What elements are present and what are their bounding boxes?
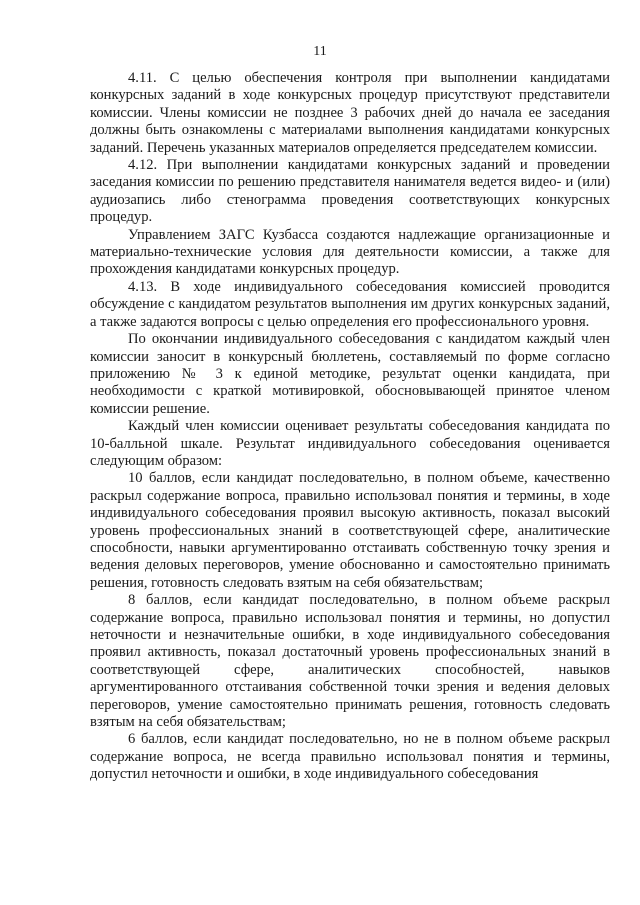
document-body: [90, 70, 610, 784]
paragraph-ballot: По окончании индивидуального собеседования с кандидатом каждый член комиссии заносит в конкурсный бюллетень, составляемый по форме согласно приложению № 3 к единой методике, результат оценки кандидата, при необходимости с краткой мотивировкой, обосновывающей принятое членом комиссии решение.: [90, 331, 610, 417]
paragraph-4-12: 4.12. При выполнении кандидатами конкурсных заданий и проведении заседания комиссии по решению представителя нанимателя ведется видео- и (или) аудиозапись либо стенограмма проведения соответствующих конкурсных процедур.: [90, 157, 610, 226]
paragraph-10-points: 10 баллов, если кандидат последовательно, в полном объеме, качественно раскрыл содержание вопроса, правильно использовал понятия и термины, в ходе индивидуального собеседования проявил высокую активность, показал высокий уровень профессиональных знаний в соответствующей сфере, аналитические способности, навыки аргументированно отстаивать собственную точку зрения и ведения деловых переговоров, умение обоснованно и самостоятельно принимать решения, готовность следовать взятым на себя обязательствам;: [90, 470, 610, 591]
paragraph-zags-conditions: Управлением ЗАГС Кузбасса создаются надлежащие организационные и материально-технические условия для деятельности комиссии, а также для прохождения кандидатами конкурсных процедур.: [90, 226, 610, 278]
paragraph-8-points: 8 баллов, если кандидат последовательно, в полном объеме раскрыл содержание вопроса, правильно использовал понятия и термины, но допустил неточности и незначительные ошибки, в ходе индивидуального собеседования проявил активность, показал достаточный уровень профессиональных знаний в соответствующей сфере, аналитических способностей, навыков аргументированного отстаивания собственной точки зрения и ведения деловых переговоров, умение самостоятельно принимать решения, готовность следовать взятым на себя обязательствам;: [90, 592, 610, 731]
paragraph-scale: Каждый член комиссии оценивает результаты собеседования кандидата по 10-балльной шкале. Результат индивидуального собеседования оценивается следующим образом:: [90, 418, 610, 469]
page-number: 11: [313, 44, 327, 59]
paragraph-4-11: 4.11. С целью обеспечения контроля при выполнении кандидатами конкурсных заданий в ходе конкурсных процедур присутствуют представители комиссии. Члены комиссии не позднее 3 рабочих дней до начала ее заседания должны быть ознакомлены с материалами выполнения кандидатами конкурсных заданий. Перечень указанных материалов определяется председателем комиссии.: [90, 70, 610, 156]
paragraph-6-points: 6 баллов, если кандидат последовательно, но не в полном объеме раскрыл содержание вопроса, не всегда правильно использовал понятия и термины, допустил неточности и ошибки, в ходе индивидуального собеседования: [90, 731, 610, 783]
paragraph-4-13: 4.13. В ходе индивидуального собеседования комиссией проводится обсуждение с кандидатом результатов выполнения им других конкурсных заданий, а также задаются вопросы с целью определения его профессионального уровня.: [90, 278, 610, 330]
